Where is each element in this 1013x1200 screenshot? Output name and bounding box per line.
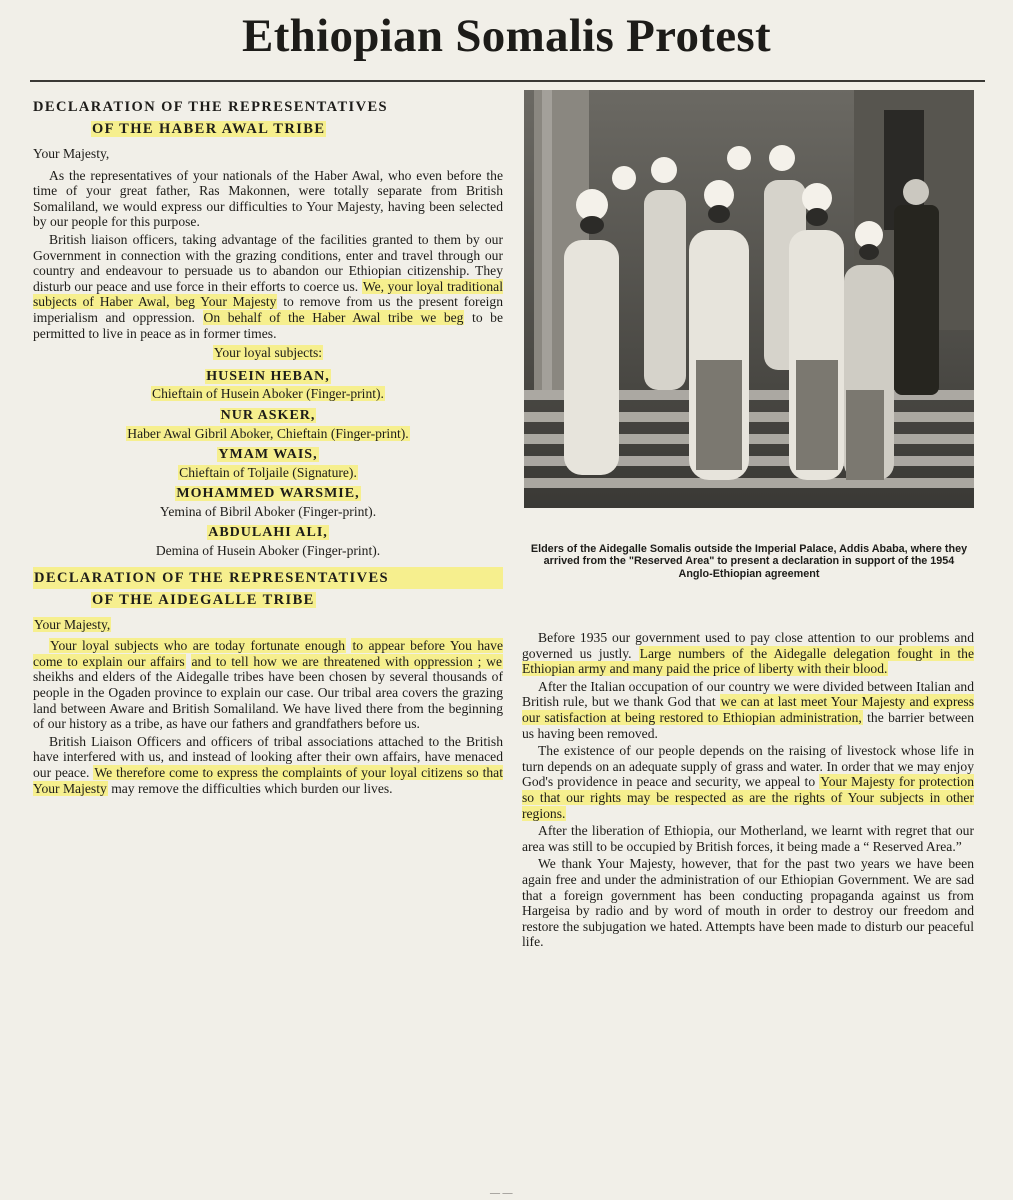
signatory-role: Chieftain of Husein Aboker (Finger-print). [152, 386, 384, 402]
highlight: Large numbers of the Aidegalle delegation fought in the Ethiopian army and many paid the price of liberty with their blood. [522, 645, 974, 677]
heading-line-1: DECLARATION OF THE REPRESENTATIVES [33, 567, 503, 589]
signatory-name: HUSEIN HEBAN, [206, 368, 330, 384]
heading-line-2: OF THE HABER AWAL TRIBE [92, 121, 326, 137]
highlight: On behalf of the Haber Awal tribe we beg [203, 309, 464, 325]
signatory-list [33, 369, 503, 559]
declaration-heading-aidegalle [33, 567, 503, 611]
heading-line-1: DECLARATION OF THE REPRESENTATIVES [33, 99, 388, 115]
right-column [522, 630, 974, 952]
page-title: Ethiopian Somalis Protest [242, 10, 771, 62]
title-rule [30, 80, 985, 82]
highlight: We, your loyal traditional subjects of Haber Awal, beg Your Majesty [33, 278, 503, 310]
signatory-role: Haber Awal Gibril Aboker, Chieftain (Finger-print). [127, 425, 409, 441]
paragraph: Your loyal subjects who are today fortunate enough to appear before You have come to explain our affairs and to tell how we are threatened with oppression ; we sheikhs and elders of the Aidegalle tribes have been chosen by several thousands of people in the Ogaden province to explain our case. Our tribal area covers the grazing land between Aware and British Somaliland. We have lived there from the beginning of our history as a tribe, as have our fathers and grandfathers before us. [33, 638, 503, 732]
salutation: Your Majesty, [34, 616, 111, 632]
signatory-name: ABDULAHI ALI, [208, 525, 328, 541]
paragraph: We thank Your Majesty, however, that for the past two years we have been again free and under the administration of our Ethiopian Government. We are sad that a foreign government has been conducting propaganda against us from Hargeisa by radio and by word of mouth in order to destroy our freedom and restore the subjugation we hated. Attempts have been made to disturb our peaceful life. [522, 856, 974, 950]
photo-caption: Elders of the Aidegalle Somalis outside the Imperial Palace, Addis Ababa, where they arrived from the "Reserved Area" to present a declaration in support of the 1954 Anglo-Ethiopian agreement [530, 543, 968, 580]
signatory-name: YMAM WAIS, [218, 447, 318, 463]
signatory-role: Yemina of Bibril Aboker (Finger-print). [159, 503, 377, 519]
paragraph: As the representatives of your nationals of the Haber Awal, who even before the time of your great father, Ras Makonnen, were totally separate from British Somaliland, we would express our difficulties to Your Majesty, having been selected by our people for this purpose. [33, 167, 503, 230]
declaration-heading-haber-awal [33, 96, 503, 140]
heading-line-2: OF THE AIDEGALLE TRIBE [92, 591, 315, 608]
page-number: — — [490, 1188, 513, 1199]
paragraph: British Liaison Officers and officers of tribal associations attached to the British have interfered with us, and instead of looking after their own affairs, have menaced our peace. We therefore come to express the complaints of your loyal citizens so that Your Majesty may remove the difficulties which burden our lives. [33, 733, 503, 796]
paragraph: Before 1935 our government used to pay close attention to our problems and governed us justly. Large numbers of the Aidegalle delegation fought in the Ethiopian army and many paid the price of liberty with their blood. [522, 630, 974, 677]
highlight: we can at last meet Your Majesty and express our satisfaction at being restored to Ethiopian administration, [522, 694, 974, 725]
photo-illustration [524, 90, 974, 508]
signatory-role: Demina of Husein Aboker (Finger-print). [155, 543, 381, 559]
paragraph: The existence of our people depends on the raising of livestock whose life in turn depends on an adequate supply of grass and water. In order that we may enjoy God's providence in peace and security, we appeal to Your Majesty for protection so that our rights may be respected as are the rights of Your subjects in other regions. [522, 743, 974, 821]
highlight: Your Majesty for protection so that our rights may be respected as are the rights of Your subjects in other regions. [522, 774, 974, 821]
signatory-name: MOHAMMED WARSMIE, [176, 486, 360, 502]
signatories-intro: Your loyal subjects: [213, 345, 323, 361]
signatory-name: NUR ASKER, [220, 407, 316, 423]
paragraph: After the Italian occupation of our country we were divided between Italian and British rule, but we thank God that we can at last meet Your Majesty and express our satisfaction at being restored to Ethiopian administration, the barrier between us having been removed. [522, 678, 974, 741]
paragraph: After the liberation of Ethiopia, our Motherland, we learnt with regret that our area was still to be occupied by British forces, it being made a “ Reserved Area.” [522, 823, 974, 854]
signatory-role: Chieftain of Toljaile (Signature). [179, 464, 357, 480]
elders-photo [524, 90, 974, 508]
paragraph: British liaison officers, taking advantage of the facilities granted to them by our Government in connection with the grazing conditions, enter and travel through our country and endeavour to persuade us to abandon our Ethiopian citizenship. They disturb our peace and use force in their efforts to coerce us. We, your loyal traditional subjects of Haber Awal, beg Your Majesty to remove from us the present foreign imperialism and oppression. On behalf of the Haber Awal tribe we beg to be permitted to live in peace as in former times. [33, 231, 503, 341]
left-column [33, 92, 503, 798]
highlight: We therefore come to express the complaints of your loyal citizens so that Your Majesty [33, 765, 503, 796]
salutation: Your Majesty, [33, 146, 110, 161]
